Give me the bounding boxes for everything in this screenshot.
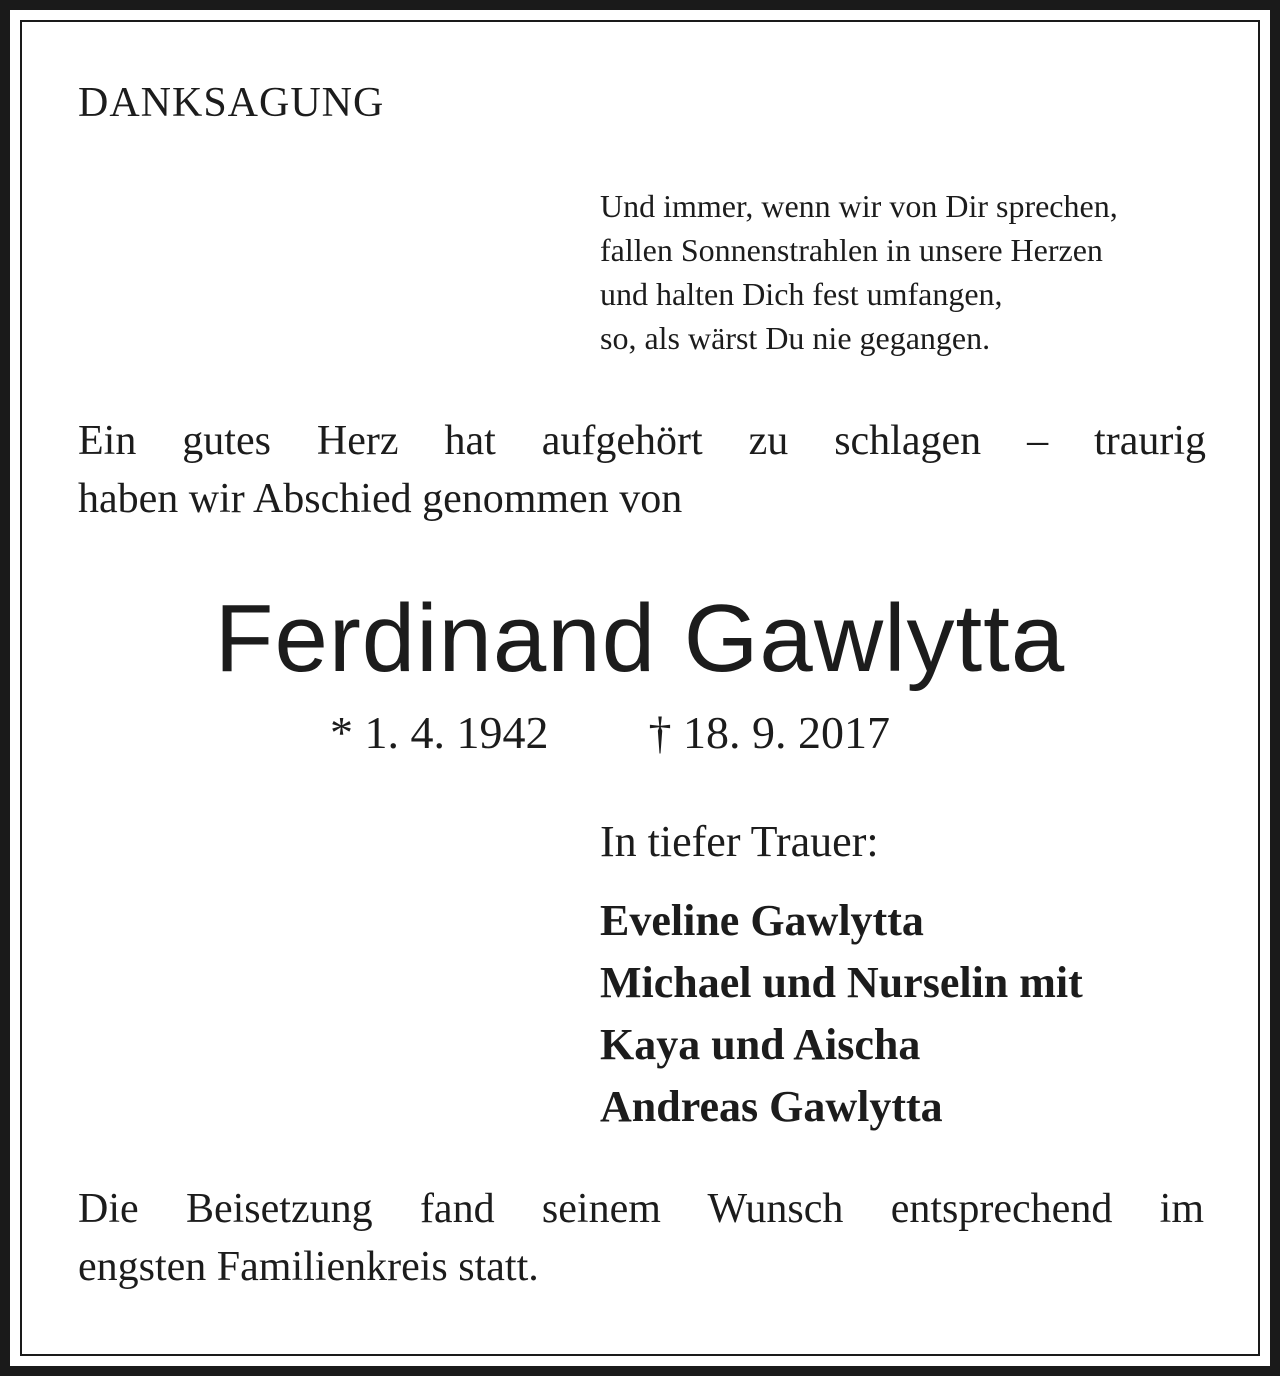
poem-line: fallen Sonnenstrahlen in unsere Herzen [600, 232, 1103, 268]
birth-date: * 1. 4. 1942 [330, 707, 549, 758]
poem [600, 184, 1220, 360]
deceased-name: Ferdinand Gawlytta [214, 585, 1066, 692]
mourner-name: Eveline Gawlytta [600, 896, 924, 945]
death-date: † 18. 9. 2017 [648, 707, 890, 758]
poem-line: so, als wärst Du nie gegangen. [600, 320, 991, 356]
intro-line-2: haben wir Abschied genommen von [78, 476, 683, 522]
intro-text [78, 412, 1206, 528]
mourner-name: Andreas Gawlytta [600, 1082, 943, 1131]
burial-line-2: engsten Familienkreis statt. [78, 1244, 539, 1290]
mourning-label: In tiefer Trauer: [600, 817, 879, 866]
poem-line: und halten Dich fest umfangen, [600, 276, 1003, 312]
burial-line-1: Die Beisetzung fand seinem Wunsch entsprechend im [78, 1186, 1204, 1232]
mourner-name: Kaya und Aischa [600, 1020, 921, 1069]
burial-notice [78, 1180, 1204, 1296]
notice-heading: DANKSAGUNG [78, 80, 385, 126]
mourners-list [600, 890, 1083, 1138]
mourner-name: Michael und Nurselin mit [600, 958, 1083, 1007]
poem-line: Und immer, wenn wir von Dir sprechen, [600, 188, 1118, 224]
life-dates [330, 708, 890, 759]
intro-line-1: Ein gutes Herz hat aufgehört zu schlagen – traurig [78, 418, 1206, 464]
